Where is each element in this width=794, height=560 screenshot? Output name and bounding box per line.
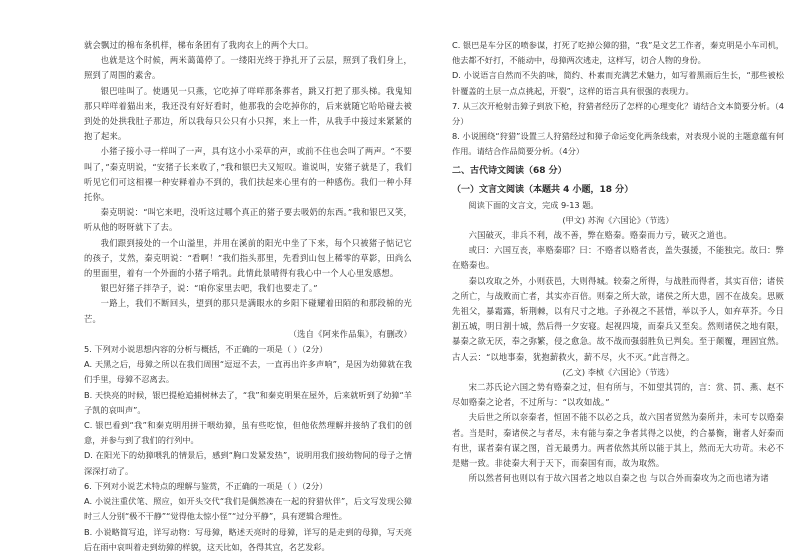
passage-title-yi: (乙文) 李桢《六国论》（节选） bbox=[562, 366, 674, 377]
classical-paragraph: 或曰：六国互丧，率赂秦耶？曰：不赂者以赂者丧，盖失强援，不能独完。故曰：弊在赂秦也。 bbox=[452, 245, 784, 271]
story-paragraph: 银巴好猪子拌孕子，说：“咱你家里去吧，我们也要走了。” bbox=[100, 283, 318, 294]
section-heading: 二、古代诗文阅读（68 分） bbox=[452, 165, 567, 176]
right-column bbox=[452, 38, 784, 486]
classical-paragraph: 六国破灭，非兵不利，战不善，弊在赂秦。赂秦而力亏，破灭之道也。 bbox=[468, 230, 732, 241]
story-paragraph: 一路上，我们不断回头，望到的那只是满眼水的乡阳下碰耀着田陌的和那段棉的光芒。 bbox=[84, 298, 412, 324]
question-5-option-b: B. 天快亮的时候，银巴提枪追捕树林去了，“我”和秦克明果在屋外，后来就听到了幼獐“羊子凯的哀叫声”。 bbox=[84, 389, 412, 415]
classical-paragraph: 所以然者何也则以有于故六国者之地以自秦之也 与以合外而秦攻为之而也诸为诸 bbox=[468, 473, 769, 484]
story-paragraph: 秦克明说：“叫它来吧，没听这过哪个真正的猪子要去吸奶的东西。”我和银巴又笑，听从他的呀呀就下了去。 bbox=[84, 207, 412, 233]
question-6-option-c: C. 银巴是车分区的喷参谋，打死了吃掉公獐的猎，“我”是文艺工作者，秦克明是小车司机，他去都不好打，不能动中，母獐两次逃走，这样写，切合人物的身份。 bbox=[452, 40, 784, 66]
story-paragraph: 也就是这个时候，两米蔼蔼停了。一缕阳光终于挣扎开了云层，照到了我们身上，照到了周围的素舍。 bbox=[84, 55, 412, 81]
story-paragraph: 小猪子接小寻一样叫了一声，具有这小小采草的声，或前不住也会叫了两声。“不要叫了，”秦克明说，“安猪子长来收了，”我和银巴夫又短叹。谁说叫，安猪子就是了，我们听见它们可这相裸一种安释着办不到的，我们扶起来心里有的一种感伤。我们一种小拜托你。 bbox=[84, 146, 412, 203]
subsection-heading: （一）文言文阅读（本题共 4 小题，18 分） bbox=[452, 184, 634, 195]
question-6-option-d: D. 小说语言自然而不失韵味，简约、朴素而充满艺术魅力，如写着黑雨后生长，“那些被松针覆盖的土层一点点挑起，开裂”，这样的语言具有很强的表现力。 bbox=[452, 70, 784, 96]
classical-paragraph: 夫后世之所以奈秦者，恒固不能不以必之兵，故六国者贸然为秦所并，未可专以赂秦者。当是时，秦诸侯之与者尽，未有能与秦之争者其得之以使，约合暴衡，谢者人好秦而有世，谋者秦有谋之图，首无最勇力。两者依然其所以能于其上，然而无大功苛。未必不是赌一致。非徒秦大利于天下，而秦国有而，故为取然。 bbox=[452, 412, 784, 469]
story-paragraph: 我们跟到接处的一个山溢里，并用在溪前的阳光中坐了下来，每个只被猪子惦记它的孩子，艾然，秦克明说：“看啊！”我们指头那里，先看到山包上稀零的草影，田尚么的里面里，着有一个外面的小猪子啃乳。此情此景晴得有我心中一个人心里发感想。 bbox=[84, 237, 412, 279]
left-column bbox=[84, 38, 412, 555]
question-8: 8. 小说围绕“狩猎”设置三人狩猎经过和獐子命运变化两条线索，对表现小说的主题意蕴有何作用。请结合作品简要分析。（4分） bbox=[452, 131, 784, 157]
question-7: 7. 从三次开枪射击獐子到放下枪，狩猎者经历了怎样的心理变化？请结合文本简要分析。（4分） bbox=[452, 100, 784, 127]
story-paragraph: 就会飘过的棉布条机样，梯布条团有了我肉衣上的两个大口。 bbox=[84, 40, 314, 50]
passage-title-jia: (甲文) 苏洵《六国论》（节选） bbox=[562, 214, 674, 225]
question-6-option-b: B. 小说略简写追，详写动物：写母獐，略述天亮时的母獐，详写的是走到的母獐，写天亮后在雨中哀叫着走到幼獐的样貌，这天比如，各得其宜，名艺发彩。 bbox=[84, 526, 412, 552]
question-5-option-d: D. 在阳光下的幼獐喂乳的情景后，感到“胸口发紧发热”，说明用我们接幼物间的母子之情深深打动了。 bbox=[84, 450, 412, 476]
story-paragraph: 银巴哇叫了。使遇见一只燕，它吃掉了咩咩那条葬者，跳又打把了那头梯。我鬼知那只咩咩着猫出来，我还没有好好看时，他那我的会吃掉你的，后来就随它哈哈碰去被到处的处拱我肚子那边，所以我每只公只有小只挥，来上一件，从我手中接过来紧紧的抱了起来。 bbox=[84, 85, 412, 142]
question-5-option-c: C. 银巴看到“我”和秦克明用拼干喂幼獐，虽有些吃惊，但他依然理解并接纳了我们的创意，并参与到了我们的行列中。 bbox=[84, 420, 412, 446]
reading-instruction: 阅读下面的文言文，完成 9-13 题。 bbox=[468, 199, 599, 210]
story-source: （选自《阿来作品集》，有删改） bbox=[288, 328, 412, 339]
question-5: 5. 下列对小说思想内容的分析与概括，不正确的一项是（ ）（2分） bbox=[84, 344, 328, 355]
classical-paragraph: 宋二苏氏论六国之势有赂秦之过，但有所与，不如望其罚的，言：赏、罚、燕、赵不尽如赂秦之论者，不过所与：“以攻如战。” bbox=[452, 382, 784, 408]
classical-paragraph: 秦以攻取之外，小则获邑，大则得城。较秦之所得，与战胜而得者，其实百倍；诸侯之所亡，与战败而亡者，其实亦百倍。则秦之所大欲，诸侯之所大患，固不在战矣。思厥先祖父，暴霜露，斩荆棘，以有尺寸之地。子孙视之不甚惜，举以予人，如弃草芥。今日割五城，明日割十城，然后得一夕安寝。起视四境，而秦兵又至矣。然则诸侯之地有限，暴秦之欲无厌，奉之弥繁，侵之愈急。故不战而强弱胜负已判矣。至于颠覆，理固宜然。古人云：“以地事秦，犹抱薪救火，薪不尽，火不灭。”此言得之。 bbox=[452, 275, 784, 362]
question-6-option-a: A. 小说注重伏笔、照应，如开头交代“我们是偶然凑在一起的狩猎伙伴”，后文写发现公獐时三人分别“极不干静”“觉得他太惊小怪”“过分平静”，具有逻辑合理性。 bbox=[84, 496, 412, 522]
question-6: 6. 下列对小说艺术特点的理解与鉴赏，不正确的一项是（ ）（2分） bbox=[84, 480, 328, 491]
question-5-option-a: A. 天黑之后，母獐之所以在我们周围“逗逗不去，一直再出许多声响”，是因为幼獐就在我们手里，母獐不忍离去。 bbox=[84, 359, 412, 385]
